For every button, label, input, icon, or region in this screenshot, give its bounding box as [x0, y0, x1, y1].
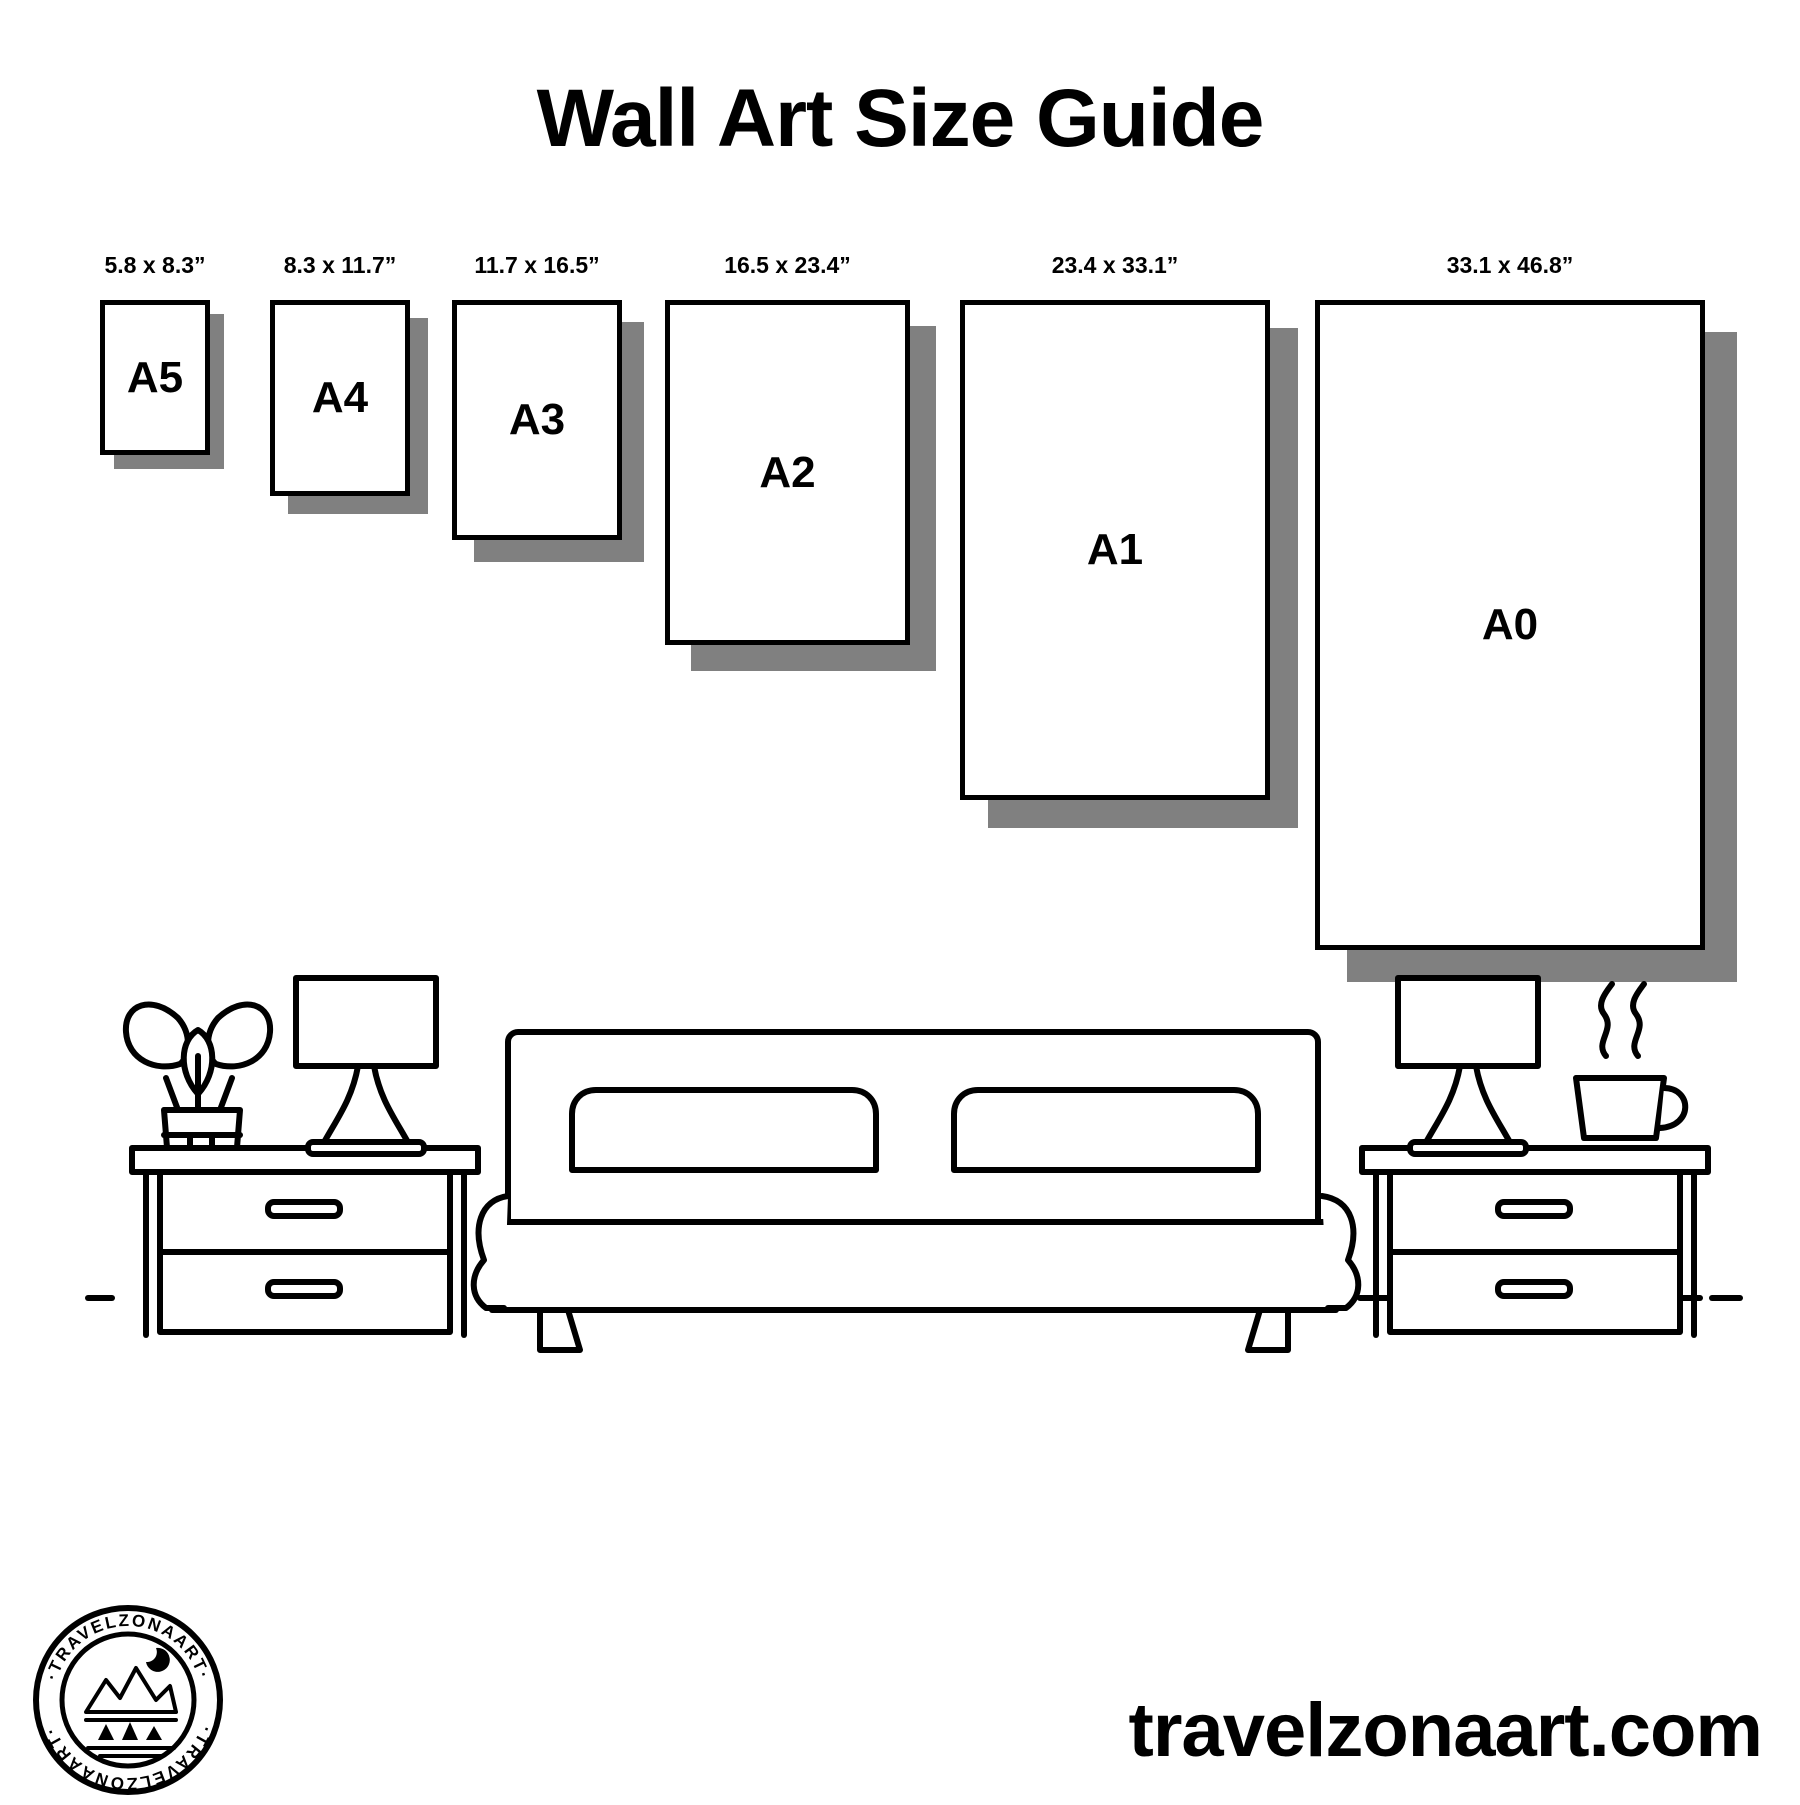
- frame-a3-label: A3: [508, 395, 566, 444]
- nightstand-left: [132, 1148, 478, 1335]
- logo-ring-text-bottom: ·TRAVELZONAART·: [39, 1723, 217, 1794]
- frame-a0[interactable]: [1315, 252, 1705, 950]
- frame-a3-dimensions: 11.7 x 16.5”: [474, 252, 600, 278]
- frame-a5-label: A5: [126, 352, 184, 402]
- bed: [474, 1032, 1359, 1350]
- frame-a2[interactable]: [665, 252, 910, 645]
- page-title: Wall Art Size Guide: [536, 73, 1264, 164]
- website-url[interactable]: travelzonaart.com: [1128, 1688, 1762, 1773]
- frame-a3-box[interactable]: [452, 300, 622, 540]
- table-lamp-right: [1398, 978, 1538, 1154]
- frame-a1[interactable]: [960, 252, 1270, 800]
- frame-a2-box[interactable]: [665, 300, 910, 645]
- frame-a2-label: A2: [759, 447, 816, 497]
- coffee-cup: [1576, 984, 1685, 1138]
- frame-a2-dimensions: 16.5 x 23.4”: [724, 252, 851, 278]
- frame-a0-dimensions: 33.1 x 46.8”: [1446, 252, 1574, 278]
- nightstand-right: [1362, 1148, 1708, 1335]
- frame-a0-label: A0: [1481, 600, 1539, 649]
- brand-logo[interactable]: [28, 1600, 228, 1800]
- frame-a5[interactable]: [100, 252, 210, 455]
- frame-a4-box[interactable]: [270, 300, 410, 496]
- bedroom-scene: [0, 960, 1800, 1410]
- table-lamp-left: [296, 978, 436, 1154]
- frame-a4-label: A4: [311, 373, 369, 422]
- frame-a5-dimensions: 5.8 x 8.3”: [104, 252, 206, 278]
- frame-a1-box[interactable]: [960, 300, 1270, 800]
- frame-a4-dimensions: 8.3 x 11.7”: [283, 252, 397, 278]
- frame-a1-dimensions: 23.4 x 33.1”: [1051, 252, 1179, 278]
- frame-a1-label: A1: [1086, 525, 1144, 574]
- logo-ring-text-top: ·TRAVELZONAART·: [41, 1610, 215, 1683]
- frame-a4[interactable]: [270, 252, 410, 496]
- frame-a0-box[interactable]: [1315, 300, 1705, 950]
- logo-emblem: [86, 1648, 176, 1756]
- frame-a5-box[interactable]: [100, 300, 210, 455]
- frame-a3[interactable]: [452, 252, 622, 540]
